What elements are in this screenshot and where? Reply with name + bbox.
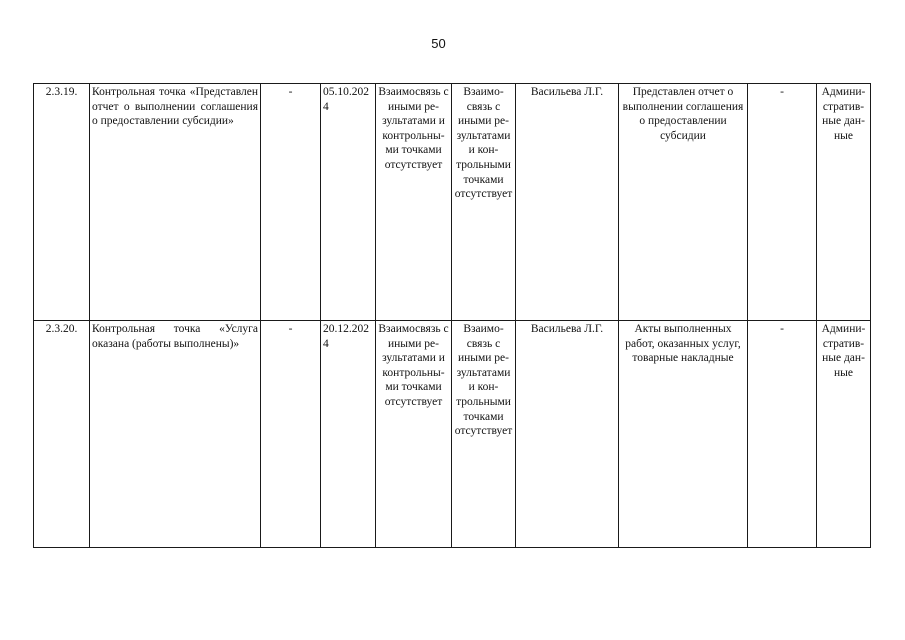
responsible-cell: Васильева Л.Г. (516, 321, 619, 548)
page-number: 50 (431, 36, 446, 51)
checkpoint-name-cell: Контрольная точка «Представлен отчет о выполнении соглашения о предоставлении субсидии» (90, 84, 261, 321)
result-document-cell: Представлен отчет о выполнении соглашения о предоставлении субсидии (619, 84, 748, 321)
relation-checkpoints-cell: Взаимосвязь с иными результатами и контрольными точками отсутствует (452, 321, 516, 548)
data-source-cell: Административные данные (817, 84, 871, 321)
dash-cell: - (261, 84, 321, 321)
checkpoint-name-cell: Контрольная точка «Услуга оказана (работы выполнены)» (90, 321, 261, 548)
table-row (34, 84, 871, 321)
relation-results-cell: Взаимосвязь с иными результатами и контрольными точками отсутствует (376, 84, 452, 321)
table-row (34, 321, 871, 548)
row-number-cell: 2.3.19. (34, 84, 90, 321)
date-cell: 05.10.2024 (321, 84, 376, 321)
dash-cell: - (261, 321, 321, 548)
dash-cell: - (748, 321, 817, 548)
checkpoints-table (33, 83, 871, 548)
dash-cell: - (748, 84, 817, 321)
relation-results-cell: Взаимосвязь с иными результатами и контрольными точками отсутствует (376, 321, 452, 548)
date-cell: 20.12.2024 (321, 321, 376, 548)
responsible-cell: Васильева Л.Г. (516, 84, 619, 321)
result-document-cell: Акты выполненных работ, оказанных услуг, товарные накладные (619, 321, 748, 548)
relation-checkpoints-cell: Взаимосвязь с иными результатами и контрольными точками отсутствует (452, 84, 516, 321)
data-source-cell: Административные данные (817, 321, 871, 548)
row-number-cell: 2.3.20. (34, 321, 90, 548)
